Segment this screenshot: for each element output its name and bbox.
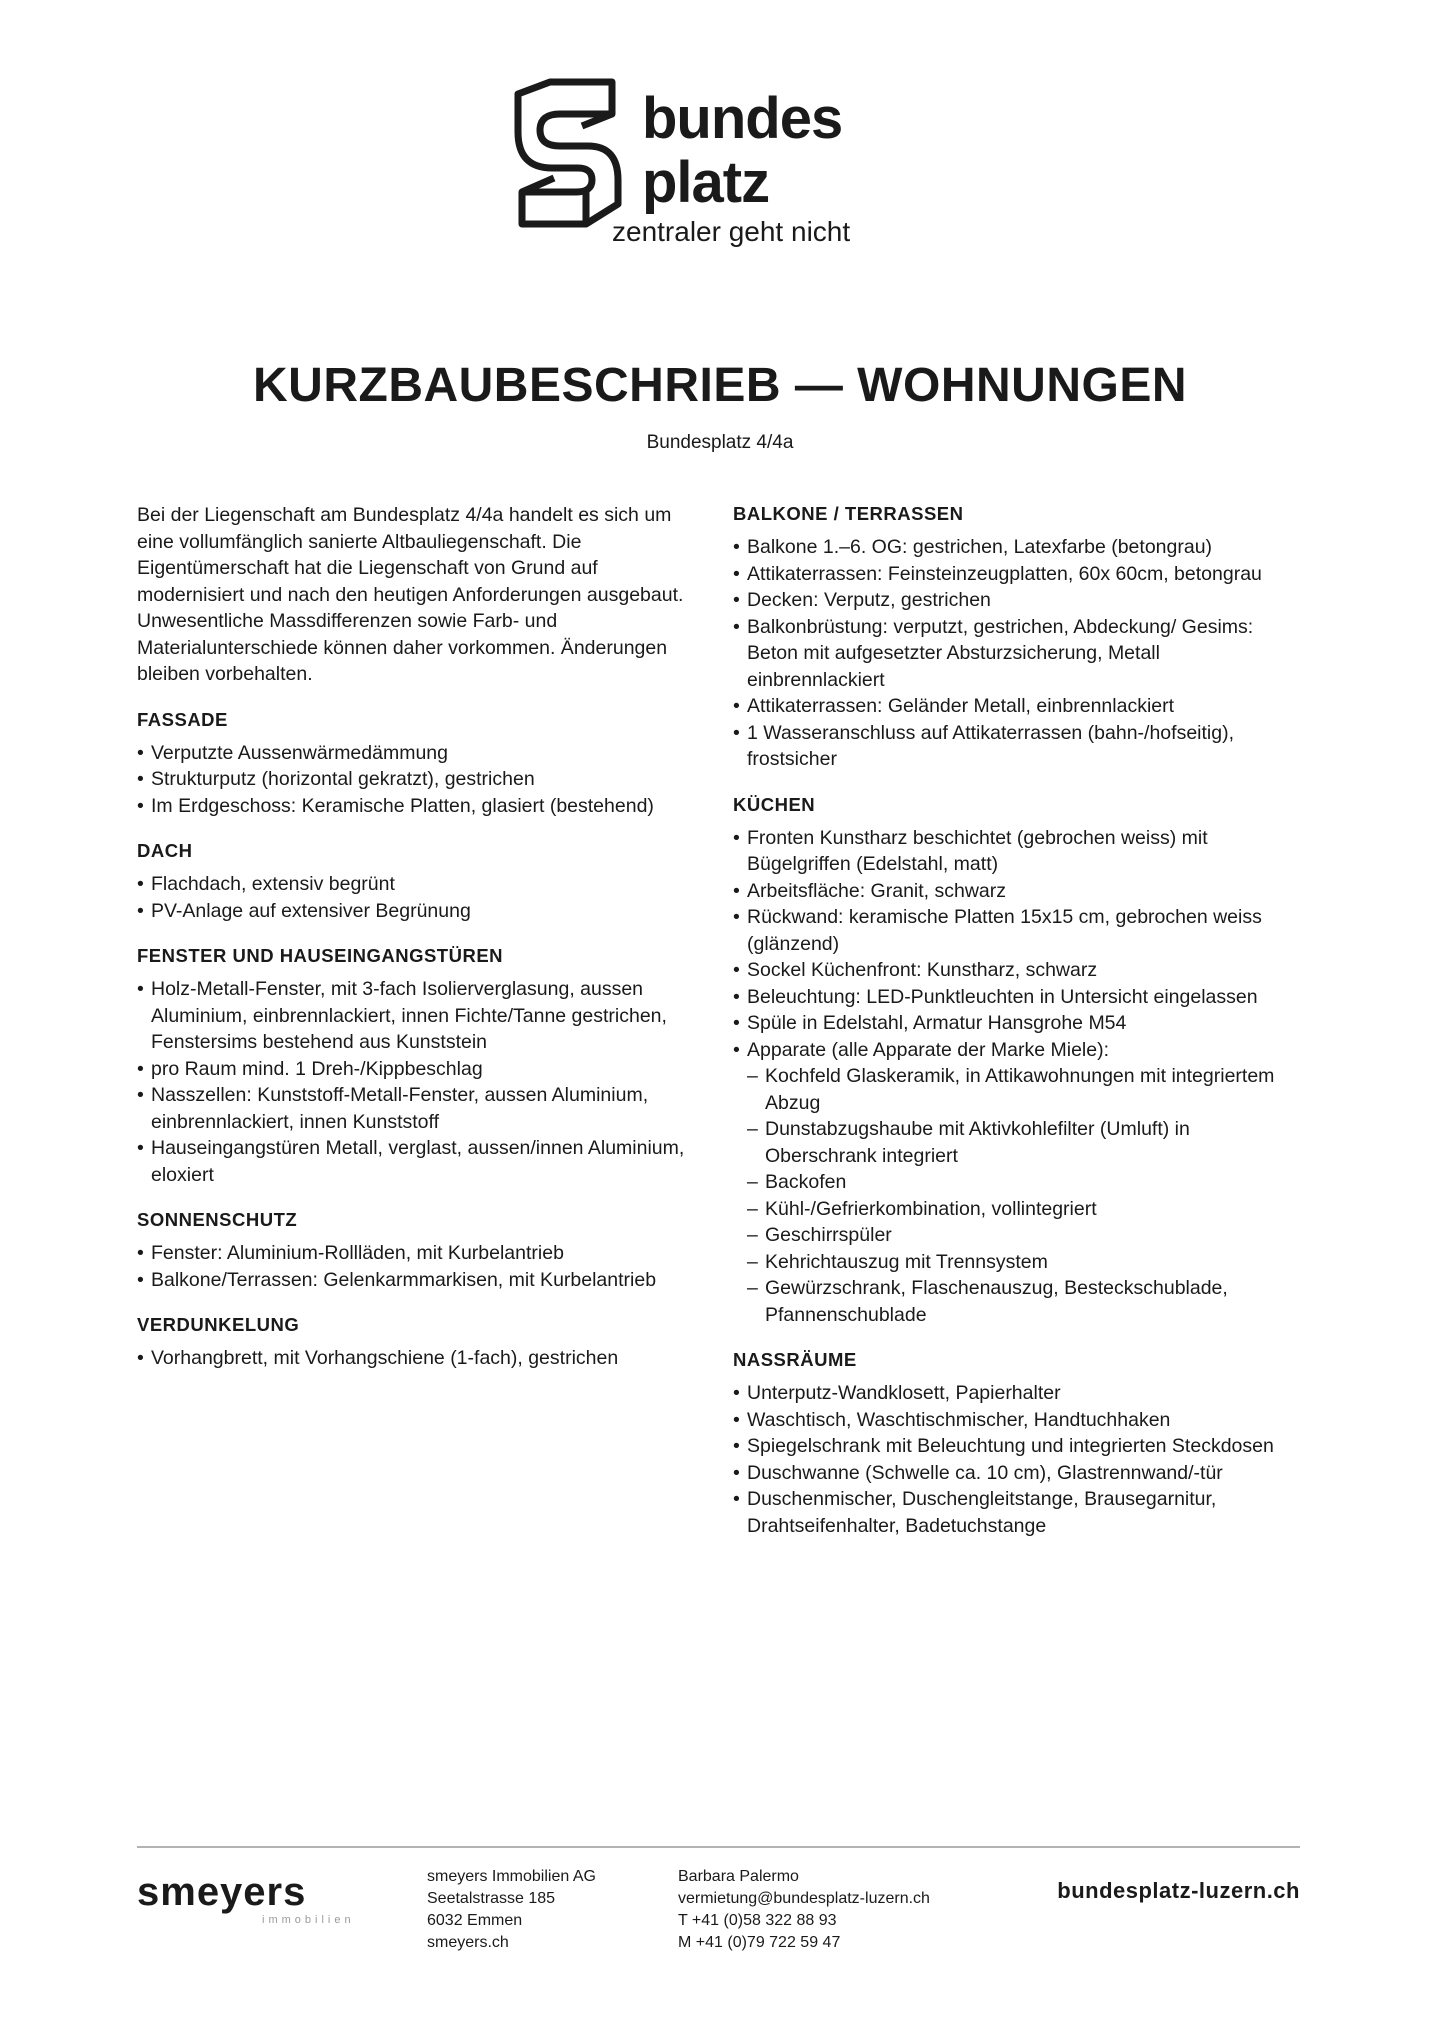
contact-email: vermietung@bundesplatz-luzern.ch bbox=[678, 1890, 930, 1907]
list-item: • Spüle in Edelstahl, Armatur Hansgrohe M54 bbox=[733, 1010, 1298, 1037]
page-subtitle: Bundesplatz 4/4a bbox=[646, 432, 794, 453]
list-item: • Attikaterrassen: Feinsteinzeugplatten, 60x 60cm, betongrau bbox=[733, 561, 1298, 588]
sub-list-item: – Backofen bbox=[733, 1169, 1298, 1196]
list-item: • Attikaterrassen: Geländer Metall, einbrennlackiert bbox=[733, 693, 1298, 720]
footer-company-address bbox=[427, 1866, 596, 1954]
section-heading: VERDUNKELUNG bbox=[137, 1314, 300, 1335]
section-heading: BALKONE / TERRASSEN bbox=[733, 503, 964, 524]
list-item: • Duschenmischer, Duschengleitstange, Brausegarnitur, Drahtseifenhalter, Badetuchstange bbox=[733, 1486, 1298, 1539]
sub-list-item: – Kochfeld Glaskeramik, in Attikawohnungen mit integriertem Abzug bbox=[733, 1063, 1298, 1116]
sub-list-item: – Geschirrspüler bbox=[733, 1222, 1298, 1249]
footer-brand-subline: immobilien bbox=[262, 1914, 355, 1926]
section-sonnenschutz bbox=[137, 1208, 697, 1293]
list-item: • pro Raum mind. 1 Dreh-/Kippbeschlag bbox=[137, 1056, 697, 1083]
list-item: • Decken: Verputz, gestrichen bbox=[733, 587, 1298, 614]
footer-divider bbox=[137, 1846, 1300, 1848]
contact-name: Barbara Palermo bbox=[678, 1868, 799, 1885]
section-heading: FASSADE bbox=[137, 708, 228, 730]
list-item: • Sockel Küchenfront: Kunstharz, schwarz bbox=[733, 957, 1298, 984]
list-item: • Fenster: Aluminium-Rollläden, mit Kurbelantrieb bbox=[137, 1240, 697, 1267]
section-balkone-terrassen bbox=[733, 502, 1298, 773]
company-city: 6032 Emmen bbox=[427, 1912, 523, 1929]
section-heading: FENSTER UND HAUSEINGANGSTÜREN bbox=[137, 945, 504, 966]
list-item: • Unterputz-Wandklosett, Papierhalter bbox=[733, 1380, 1298, 1407]
section-heading: DACH bbox=[137, 840, 193, 861]
logo-tagline: zentraler geht nicht bbox=[612, 216, 851, 247]
list-item: • Fronten Kunstharz beschichtet (gebrochen weiss) mit Bügelgriffen (Edelstahl, matt) bbox=[733, 825, 1298, 878]
section-fassade bbox=[137, 708, 697, 820]
section-kuechen bbox=[733, 793, 1298, 1329]
list-item: • Arbeitsfläche: Granit, schwarz bbox=[733, 878, 1298, 905]
section-dach bbox=[137, 839, 697, 924]
contact-phone: T +41 (0)58 322 88 93 bbox=[678, 1912, 837, 1929]
page-title: KURZBAUBESCHRIEB — WOHNUNGEN bbox=[253, 359, 1187, 412]
left-column bbox=[137, 502, 697, 1392]
sub-list-item: – Kühl-/Gefrierkombination, vollintegriert bbox=[733, 1196, 1298, 1223]
list-item: • Spiegelschrank mit Beleuchtung und integrierten Steckdosen bbox=[733, 1433, 1298, 1460]
list-item: • Balkone/Terrassen: Gelenkarmmarkisen, mit Kurbelantrieb bbox=[137, 1267, 697, 1294]
footer-contact bbox=[678, 1866, 930, 1954]
list-item: • Waschtisch, Waschtischmischer, Handtuchhaken bbox=[733, 1407, 1298, 1434]
company-website: smeyers.ch bbox=[427, 1934, 509, 1951]
section-nassraeume bbox=[733, 1348, 1298, 1539]
sub-list-item: – Dunstabzugshaube mit Aktivkohlefilter (Umluft) in Oberschrank integriert bbox=[733, 1116, 1298, 1169]
list-item: • Balkone 1.–6. OG: gestrichen, Latexfarbe (betongrau) bbox=[733, 534, 1298, 561]
intro-paragraph: Bei der Liegenschaft am Bundesplatz 4/4a handelt es sich um eine vollumfänglich sanierte Altbauliegenschaft. Die Eigentümerschaft hat die Liegenschaft von Grund auf modernisiert und nach den heutigen Anforderungen ausgebaut. Unwesentliche Massdifferenzen sowie Farb- und Materialunterschiede können daher vorkommen. Änderungen bleiben vorbehalten. bbox=[137, 504, 684, 685]
list-item: • PV-Anlage auf extensiver Begrünung bbox=[137, 898, 697, 925]
list-item: • Vorhangbrett, mit Vorhangschiene (1-fach), gestrichen bbox=[137, 1345, 697, 1372]
section-fenster bbox=[137, 944, 697, 1188]
right-column bbox=[733, 502, 1298, 1559]
list-item: • Nasszellen: Kunststoff-Metall-Fenster, aussen Aluminium, einbrennlackiert, innen Kunststoff bbox=[137, 1082, 697, 1135]
logo-word-bundes: bundes bbox=[642, 86, 843, 151]
sub-list-item: – Kehrichtauszug mit Trennsystem bbox=[733, 1249, 1298, 1276]
list-item: • Hauseingangstüren Metall, verglast, aussen/innen Aluminium, eloxiert bbox=[137, 1135, 697, 1188]
contact-mobile: M +41 (0)79 722 59 47 bbox=[678, 1934, 841, 1951]
list-item: • Strukturputz (horizontal gekratzt), gestrichen bbox=[137, 766, 697, 793]
section-heading: NASSRÄUME bbox=[733, 1349, 857, 1370]
company-name: smeyers Immobilien AG bbox=[427, 1868, 596, 1885]
footer-website: bundesplatz-luzern.ch bbox=[1057, 1878, 1300, 1903]
brand-logo bbox=[500, 74, 940, 254]
section-heading: SONNENSCHUTZ bbox=[137, 1209, 298, 1230]
list-item: • Holz-Metall-Fenster, mit 3-fach Isolierverglasung, aussen Aluminium, einbrennlackiert, innen Fichte/Tanne gestrichen, Fenstersims bestehend aus Kunststein bbox=[137, 976, 697, 1056]
company-street: Seetalstrasse 185 bbox=[427, 1890, 556, 1907]
sub-list-item: – Gewürzschrank, Flaschenauszug, Besteckschublade, Pfannenschublade bbox=[733, 1275, 1298, 1328]
section-verdunkelung bbox=[137, 1313, 697, 1372]
bundesplatz-s-mark-icon bbox=[500, 74, 630, 234]
list-item: • Im Erdgeschoss: Keramische Platten, glasiert (bestehend) bbox=[137, 793, 697, 820]
list-item: • Verputzte Aussenwärmedämmung bbox=[137, 740, 697, 767]
section-heading: KÜCHEN bbox=[733, 793, 816, 815]
list-item: • Flachdach, extensiv begrünt bbox=[137, 871, 697, 898]
list-item: • 1 Wasseranschluss auf Attikaterrassen (bahn-/hofseitig), frostsicher bbox=[733, 720, 1298, 773]
footer-brand-logo: smeyers bbox=[137, 1870, 307, 1914]
list-item: • Apparate (alle Apparate der Marke Miele): bbox=[733, 1037, 1298, 1064]
logo-word-platz: platz bbox=[642, 150, 770, 215]
list-item: • Rückwand: keramische Platten 15x15 cm, gebrochen weiss (glänzend) bbox=[733, 904, 1298, 957]
list-item: • Beleuchtung: LED-Punktleuchten in Untersicht eingelassen bbox=[733, 984, 1298, 1011]
list-item: • Duschwanne (Schwelle ca. 10 cm), Glastrennwand/-tür bbox=[733, 1460, 1298, 1487]
list-item: • Balkonbrüstung: verputzt, gestrichen, Abdeckung/ Gesims: Beton mit aufgesetzter Absturzsicherung, Metall einbrennlackiert bbox=[733, 614, 1298, 694]
